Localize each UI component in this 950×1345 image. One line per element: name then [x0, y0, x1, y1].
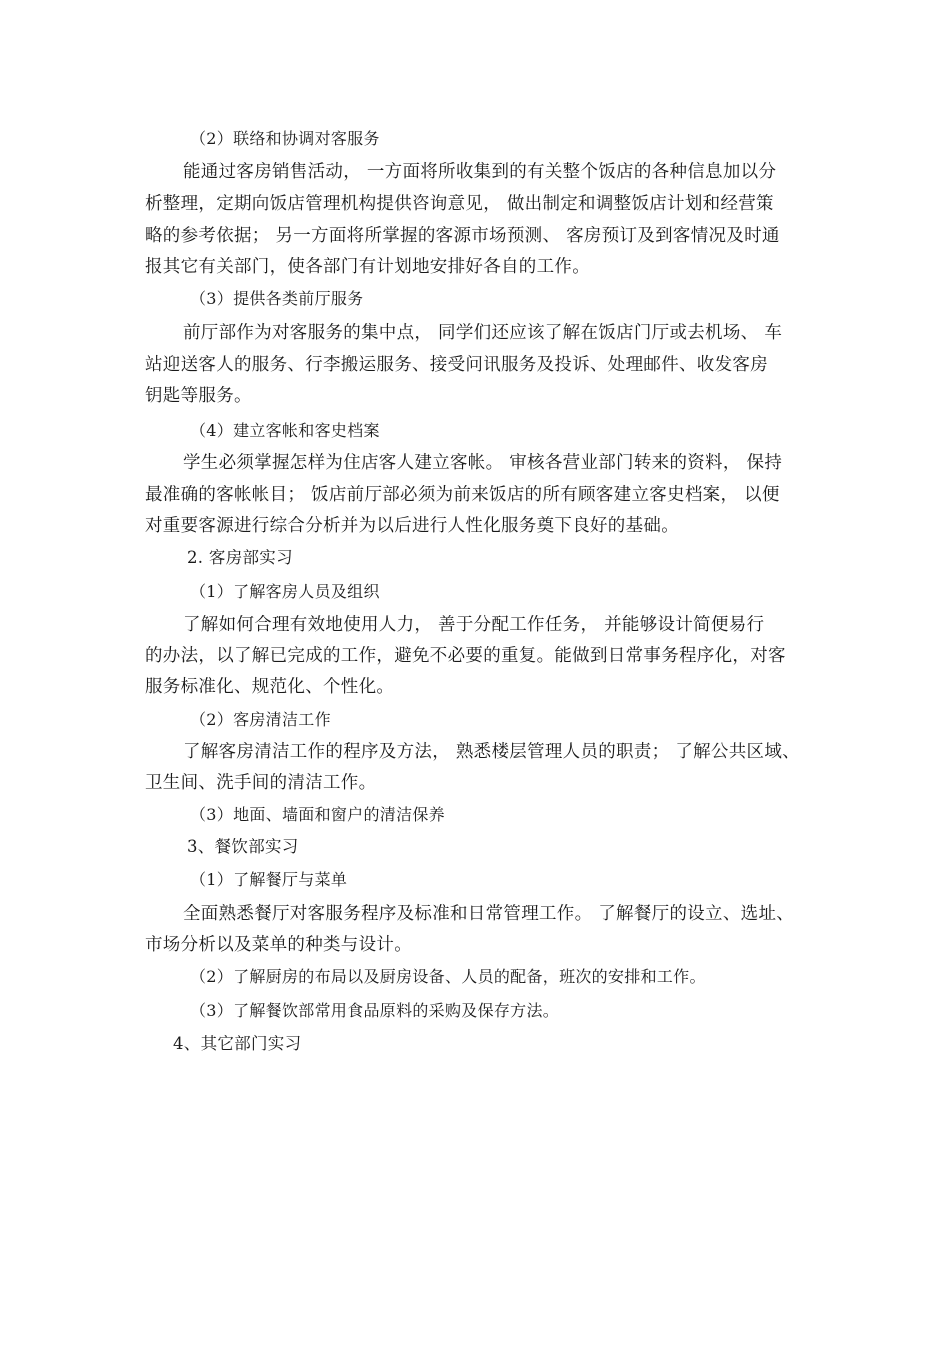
paragraph-line: 服务标准化、规范化、个性化。 [145, 677, 395, 697]
paragraph-line: 了解如何合理有效地使用人力， 善于分配工作任务， 并能够设计简便易行 [183, 615, 765, 635]
paragraph-line: 站迎送客人的服务、行李搬运服务、接受问讯服务及投诉、处理邮件、收发客房 [145, 355, 768, 375]
subheading-accounts: （4）建立客帐和客史档案 [190, 421, 380, 440]
subheading-staff: （1）了解客房人员及组织 [190, 582, 380, 601]
paragraph-line: 能通过客房销售活动， 一方面将所收集到的有关整个饭店的各种信息加以分 [183, 162, 777, 182]
paragraph-line: 对重要客源进行综合分析并为以后进行人性化服务奠下良好的基础。 [145, 516, 679, 536]
section-heading-catering: 3、餐饮部实习 [187, 837, 299, 856]
subheading-procurement: （3）了解餐饮部常用食品原料的采购及保存方法。 [190, 1001, 560, 1020]
paragraph-line: 报其它有关部门，使各部门有计划地安排好各自的工作。 [145, 257, 590, 277]
paragraph-line: 略的参考依据； 另一方面将所掌握的客源市场预测、 客房预订及到客情况及时通 [145, 226, 780, 246]
section-heading-housekeeping: 2. 客房部实习 [187, 548, 293, 567]
subheading-liaison: （2）联络和协调对客服务 [190, 129, 380, 148]
subheading-kitchen: （2）了解厨房的布局以及厨房设备、人员的配备，班次的安排和工作。 [190, 967, 706, 986]
paragraph-line: 的办法，以了解已完成的工作，避免不必要的重复。能做到日常事务程序化，对客 [145, 646, 786, 666]
paragraph-line: 最准确的客帐帐目； 饭店前厅部必须为前来饭店的所有顾客建立客史档案， 以便 [145, 485, 780, 505]
paragraph-line: 学生必须掌握怎样为住店客人建立客帐。 审核各营业部门转来的资料， 保持 [183, 453, 783, 473]
paragraph-line: 了解客房清洁工作的程序及方法， 熟悉楼层管理人员的职责； 了解公共区域、 [183, 742, 800, 762]
paragraph-line: 全面熟悉餐厅对客服务程序及标准和日常管理工作。 了解餐厅的设立、选址、 [183, 904, 795, 924]
paragraph-line: 市场分析以及菜单的种类与设计。 [145, 935, 412, 955]
paragraph-line: 前厅部作为对客服务的集中点， 同学们还应该了解在饭店门厅或去机场、 车 [183, 323, 783, 343]
subheading-restaurant: （1）了解餐厅与菜单 [190, 870, 348, 889]
paragraph-line: 钥匙等服务。 [145, 386, 252, 406]
paragraph-line: 卫生间、洗手间的清洁工作。 [145, 773, 377, 793]
subheading-cleaning: （2）客房清洁工作 [190, 710, 331, 729]
subheading-maintenance: （3）地面、墙面和窗户的清洁保养 [190, 805, 445, 824]
paragraph-line: 析整理，定期向饭店管理机构提供咨询意见， 做出制定和调整饭店计划和经营策 [145, 194, 774, 214]
subheading-front-desk: （3）提供各类前厅服务 [190, 289, 364, 308]
section-heading-other: 4、其它部门实习 [173, 1034, 302, 1053]
